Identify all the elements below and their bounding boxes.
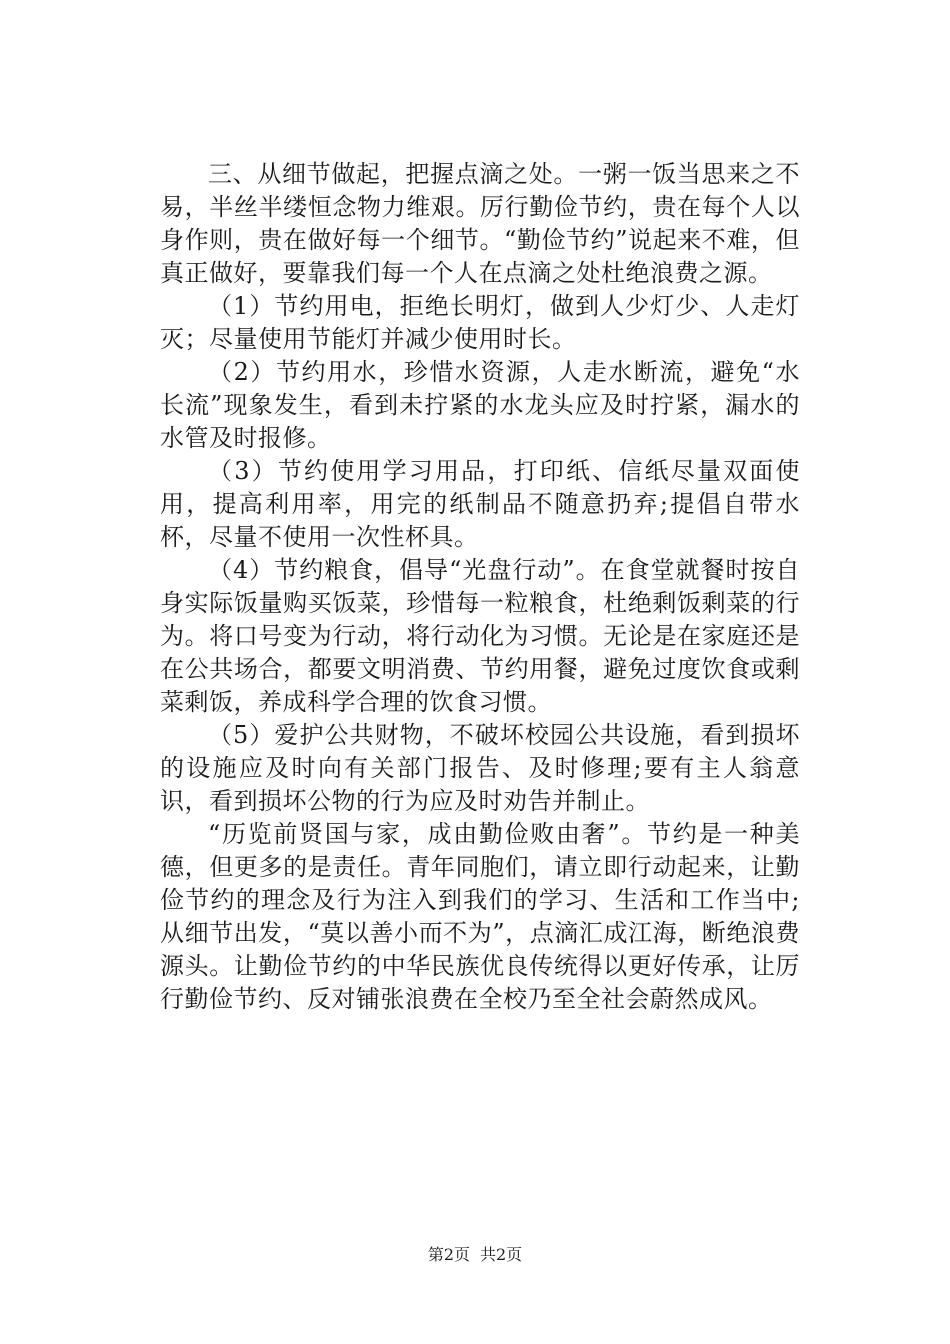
paragraph-item-property: （5）爱护公共财物，不破坏校园公共设施，看到损坏的设施应及时向有关部门报告、及时修理;要有主人翁意识，看到损坏公物的行为应及时劝告并制止。 — [160, 721, 800, 815]
document-body — [160, 158, 800, 1016]
paragraph-section-three: 三、从细节做起，把握点滴之处。一粥一饭当思来之不易，半丝半缕恒念物力维艰。厉行勤俭节约，贵在每个人以身作则，贵在做好每一个细节。“勤俭节约”说起来不难，但真正做好，要靠我们每一个人在点滴之处杜绝浪费之源。 — [160, 160, 800, 287]
page-number-current: 第2页 — [427, 1245, 470, 1264]
paragraph-item-water: （2）节约用水，珍惜水资源，人走水断流，避免“水长流”现象发生，看到未拧紧的水龙头应及时拧紧，漏水的水管及时报修。 — [160, 358, 800, 452]
paragraph-conclusion: “历览前贤国与家，成由勤俭败由奢”。节约是一种美德，但更多的是责任。青年同胞们，请立即行动起来，让勤俭节约的理念及行为注入到我们的学习、生活和工作当中;从细节出发，“莫以善小而不为”，点滴汇成江海，断绝浪费源头。让勤俭节约的中华民族优良传统得以更好传承，让厉行勤俭节约、反对铺张浪费在全校乃至全社会蔚然成风。 — [160, 820, 800, 1013]
paragraph-item-supplies: （3）节约使用学习用品，打印纸、信纸尽量双面使用，提高利用率，用完的纸制品不随意扔弃;提倡自带水杯，尽量不使用一次性杯具。 — [160, 457, 800, 551]
paragraph-item-food: （4）节约粮食，倡导“光盘行动”。在食堂就餐时按自身实际饭量购买饭菜，珍惜每一粒粮食，杜绝剩饭剩菜的行为。将口号变为行动，将行动化为习惯。无论是在家庭还是在公共场合，都要文明消费、节约用餐，避免过度饮食或剩菜剩饭，养成科学合理的饮食习惯。 — [160, 556, 800, 716]
paragraph-item-electricity: （1）节约用电，拒绝长明灯，做到人少灯少、人走灯灭；尽量使用节能灯并减少使用时长。 — [160, 292, 800, 353]
page-number-total: 共2页 — [480, 1245, 523, 1264]
page-footer — [0, 1245, 950, 1265]
